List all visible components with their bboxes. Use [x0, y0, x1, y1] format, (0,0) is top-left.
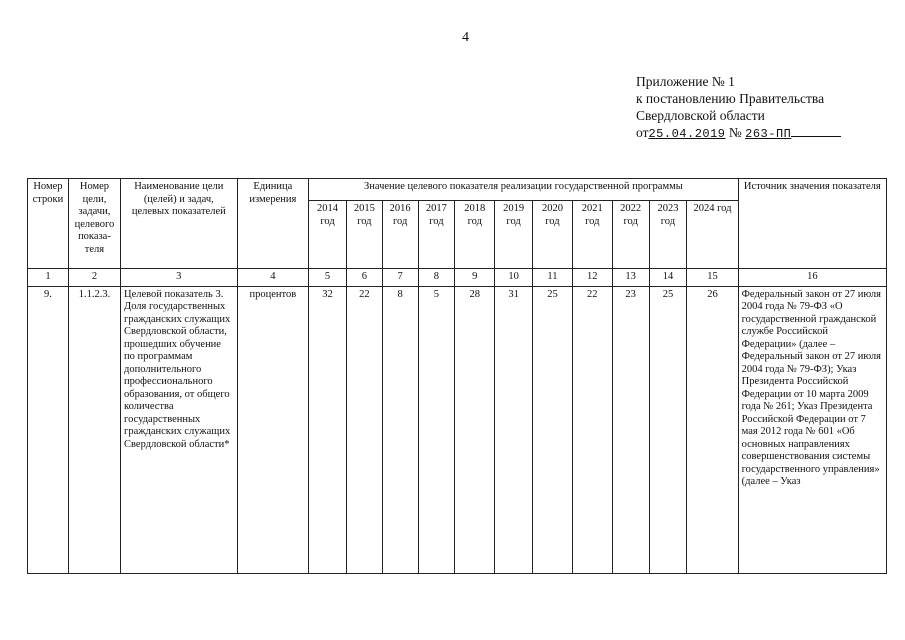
header-year: 2016 год [382, 201, 418, 269]
column-number: 4 [237, 269, 309, 287]
header-year: 2015 год [346, 201, 382, 269]
number-underline [791, 135, 841, 137]
header-year: 2019 год [495, 201, 533, 269]
column-number: 1 [28, 269, 69, 287]
page-number: 4 [462, 30, 469, 45]
header-value-group: Значение целевого показателя реализации государственной программы [309, 179, 738, 201]
annex-date-line [636, 124, 841, 143]
column-number: 14 [649, 269, 687, 287]
annex-title: Приложение № 1 [636, 74, 735, 89]
header-unit: Единица измерения [237, 179, 309, 269]
column-number: 9 [455, 269, 495, 287]
decree-number: 263-ПП [745, 127, 792, 141]
cell-value-2023: 25 [649, 286, 687, 573]
header-year: 2018 год [455, 201, 495, 269]
cell-source: Федеральный закон от 27 июля 2004 года № 79-ФЗ «О государственной гражданской службе Российской Федерации» (далее – Федеральный закон от 27 июля 2004 года № 79-ФЗ); Указ Президента Российской Федерации от 10 марта 2009 года № 261; Указ Президента Российской Федерации от 7 мая 2012 года № 601 «Об основных направлениях совершенствования системы государственного управления» (далее – Указ [738, 286, 886, 573]
cell-row-no: 9. [28, 286, 69, 573]
column-number: 7 [382, 269, 418, 287]
number-prefix: № [728, 125, 742, 140]
column-number: 2 [68, 269, 120, 287]
cell-indicator-name: Целевой показатель 3. Доля государственных гражданских служащих Свердловской области, прошедших обучение по программам дополнительного профессионального образования, от общего количества государственных гражданских служащих Свердловской области* [121, 286, 238, 573]
cell-value-2016: 8 [382, 286, 418, 573]
column-number: 12 [572, 269, 612, 287]
column-number-row [28, 269, 887, 287]
annex-region: Свердловской области [636, 108, 765, 123]
column-number: 13 [612, 269, 649, 287]
cell-value-2020: 25 [533, 286, 573, 573]
header-year: 2022 год [612, 201, 649, 269]
cell-value-2021: 22 [572, 286, 612, 573]
annex-block [636, 73, 841, 143]
header-source: Источник значения показателя [738, 179, 886, 269]
column-number: 6 [346, 269, 382, 287]
header-year: 2020 год [533, 201, 573, 269]
header-year: 2014 год [309, 201, 347, 269]
cell-goal-no: 1.1.2.3. [68, 286, 120, 573]
column-number: 8 [418, 269, 455, 287]
column-number: 11 [533, 269, 573, 287]
header-year: 2021 год [572, 201, 612, 269]
column-number: 10 [495, 269, 533, 287]
cell-value-2014: 32 [309, 286, 347, 573]
column-number: 3 [121, 269, 238, 287]
header-goal-no: Номер цели, задачи, целевого показа-теля [68, 179, 120, 269]
cell-value-2019: 31 [495, 286, 533, 573]
cell-value-2022: 23 [612, 286, 649, 573]
header-row-1 [28, 179, 887, 201]
column-number: 15 [687, 269, 738, 287]
header-row-no: Номер строки [28, 179, 69, 269]
cell-value-2018: 28 [455, 286, 495, 573]
date-prefix: от [636, 125, 649, 140]
column-number: 5 [309, 269, 347, 287]
annex-decree: к постановлению Правительства [636, 91, 825, 106]
cell-value-2015: 22 [346, 286, 382, 573]
cell-value-2024: 26 [687, 286, 738, 573]
column-number: 16 [738, 269, 886, 287]
header-name: Наименование цели (целей) и задач, целевых показателей [121, 179, 238, 269]
cell-value-2017: 5 [418, 286, 455, 573]
decree-date: 25.04.2019 [648, 127, 726, 141]
cell-unit: процентов [237, 286, 309, 573]
header-year: 2024 год [687, 201, 738, 269]
table-row [28, 286, 887, 573]
header-year: 2023 год [649, 201, 687, 269]
header-year: 2017 год [418, 201, 455, 269]
indicators-table [27, 178, 887, 574]
